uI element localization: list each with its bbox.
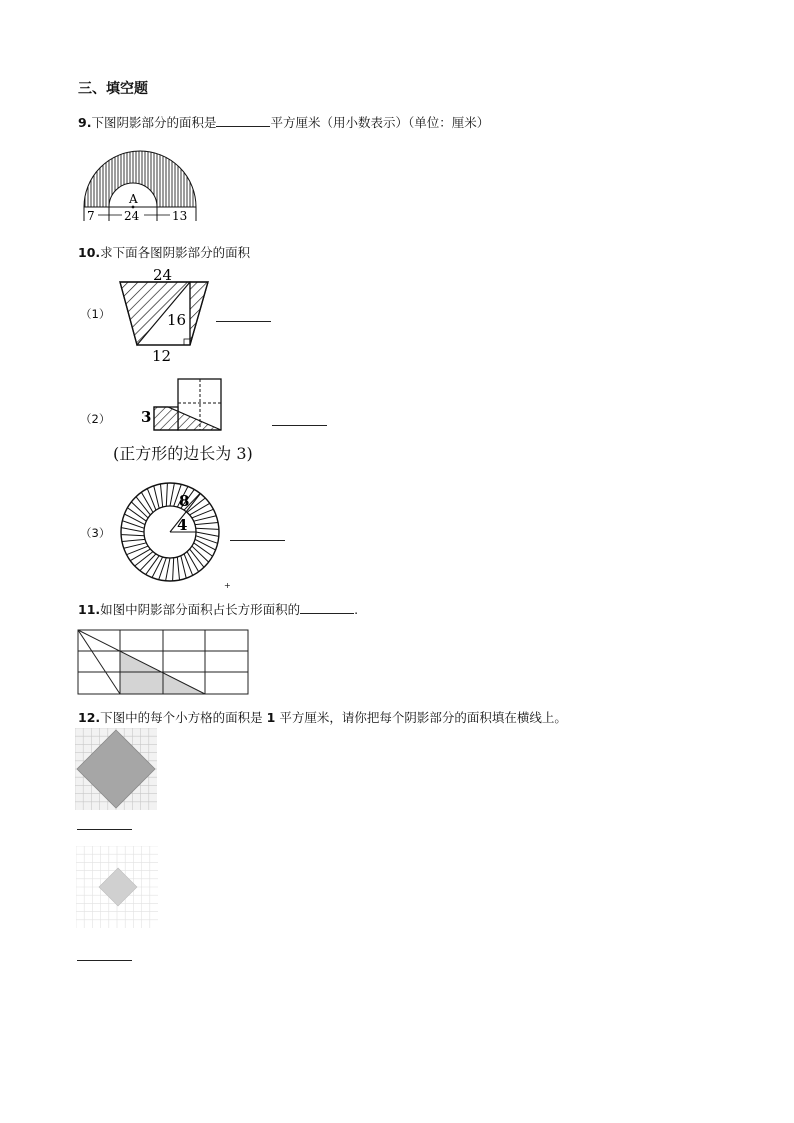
stray-mark: +	[224, 581, 231, 590]
question-11-text-before: 如图中阴影部分面积占长方形面积的	[100, 602, 301, 617]
question-10-text: 求下面各图阴影部分的面积	[100, 245, 251, 260]
middle-length-label: 24	[124, 209, 140, 223]
square-side-label: 3	[141, 408, 152, 426]
question-9-answer-blank[interactable]	[216, 116, 270, 127]
question-10-sub2-note: (正方形的边长为 3)	[113, 444, 253, 463]
question-11-text-after: .	[354, 602, 359, 617]
point-a-label: A	[129, 192, 138, 206]
question-12-number: 12.	[78, 710, 101, 725]
trapezoid-top-label: 24	[153, 266, 173, 284]
question-11-answer-blank[interactable]	[300, 603, 354, 614]
question-9-text-before: 下图阴影部分的面积是	[91, 115, 217, 130]
question-10-sub3-answer-line[interactable]	[230, 540, 285, 541]
ring-outer-radius-label: 8	[179, 492, 190, 510]
trapezoid-height-label: 16	[167, 311, 187, 329]
question-9-figure	[78, 145, 208, 225]
question-10-sub3-figure	[116, 482, 226, 584]
question-12	[78, 708, 567, 726]
question-10-sub1-answer-line[interactable]	[216, 321, 271, 322]
question-10	[78, 243, 250, 261]
question-9-text-after: 平方厘米（用小数表示）（单位：厘米）	[270, 115, 490, 130]
question-11	[78, 600, 358, 618]
question-12-text-after: 平方厘米，请你把每个阴影部分的面积填在横线上。	[275, 710, 567, 725]
question-11-number: 11.	[78, 602, 101, 617]
question-10-sub2-figure	[138, 375, 228, 437]
question-12-answer-line-2[interactable]	[77, 960, 132, 961]
question-10-sub2-answer-line[interactable]	[272, 425, 327, 426]
question-11-figure	[77, 629, 251, 697]
question-9	[78, 113, 489, 131]
question-10-sub2-label: （2）	[80, 412, 111, 426]
question-12-answer-line-1[interactable]	[77, 829, 132, 830]
question-10-sub3-label: （3）	[80, 526, 111, 540]
right-length-label: 13	[172, 209, 188, 223]
question-12-figure-1	[75, 728, 157, 810]
question-12-unit-number: 1	[266, 710, 276, 725]
left-length-label: 7	[87, 209, 95, 223]
section-title: 三、填空题	[78, 81, 148, 97]
question-10-number: 10.	[78, 245, 101, 260]
question-10-sub1-label: （1）	[80, 307, 111, 321]
ring-inner-radius-label: 4	[177, 516, 188, 534]
question-9-number: 9.	[78, 115, 92, 130]
question-12-figure-2	[76, 846, 158, 928]
question-12-text-before: 下图中的每个小方格的面积是	[100, 710, 267, 725]
trapezoid-bottom-label: 12	[152, 347, 172, 365]
question-10-sub1-figure	[115, 265, 215, 365]
